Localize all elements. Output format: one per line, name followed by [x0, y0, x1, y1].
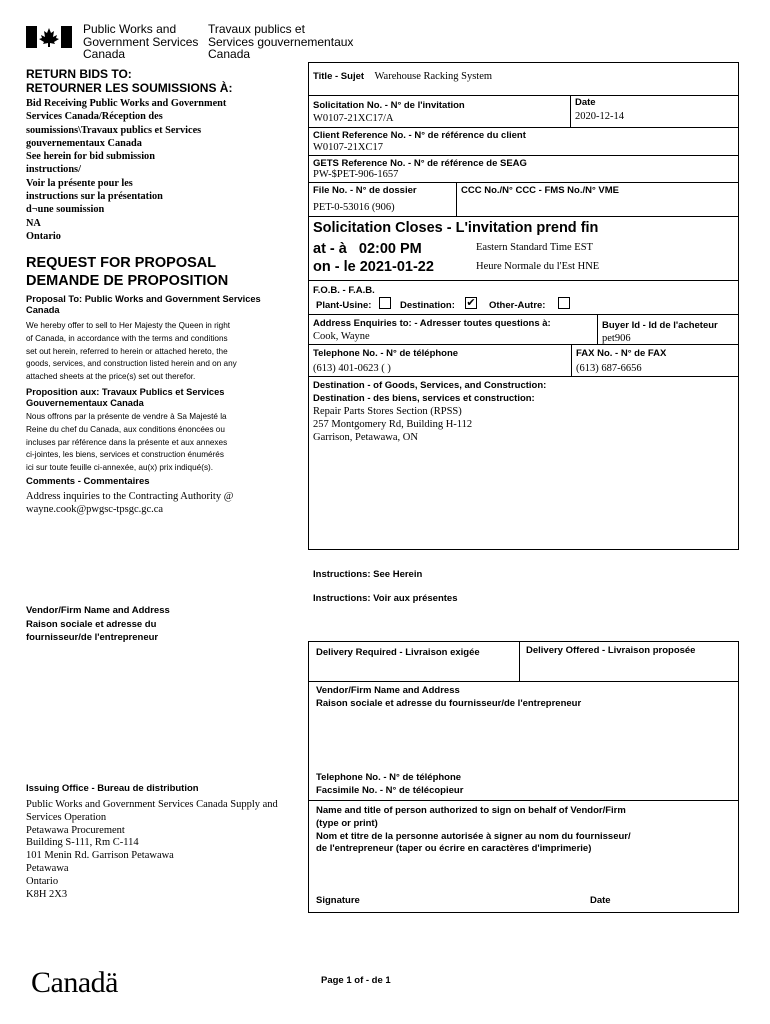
- timezone-en: Eastern Standard Time EST: [476, 242, 593, 253]
- date-label: Date: [575, 97, 596, 108]
- issuing-office-label: Issuing Office - Bureau de distribution: [26, 783, 199, 794]
- client-reference-label: Client Reference No. - N° de référence du client: [313, 130, 526, 141]
- proposal-to-label: Proposal To: Public Works and Government Services Canada: [26, 294, 261, 315]
- fob-label: F.O.B. - F.A.B.: [313, 285, 375, 296]
- telephone-label: Telephone No. - N° de téléphone: [313, 348, 459, 359]
- signature-label: Signature: [316, 895, 360, 906]
- proposition-text: Nous offrons par la présente de vendre à Sa Majesté la Reine du chef du Canada, aux conditions énoncées ou incluses par référence dans la présente et aux annexes ci-jointes, les biens, services et construction énumérés ici sur toute feuille ci-annexée, au(x) prix indiqué(s).: [26, 412, 228, 473]
- file-number-value: PET-0-53016 (906): [313, 202, 395, 213]
- instructions-en: Instructions: See Herein: [313, 569, 423, 580]
- delivery-required-label: Delivery Required - Livraison exigée: [316, 647, 480, 658]
- date-value: 2020-12-14: [575, 111, 624, 122]
- vendor-label-left: Vendor/Firm Name and Address Raison sociale et adresse du fournisseur/de l'entrepreneur: [26, 605, 170, 643]
- page-number: Page 1 of - de 1: [321, 975, 391, 986]
- closing-time-row: at - à 02:00 PM: [313, 241, 422, 257]
- plant-checkbox[interactable]: [379, 297, 391, 309]
- destination-goods-value: Repair Parts Stores Section (RPSS) 257 Montgomery Rd, Building H-112 Garrison, Petawawa, ON: [313, 406, 473, 443]
- gets-reference-value: PW-$PET-906-1657: [313, 169, 399, 180]
- delivery-offered-label: Delivery Offered - Livraison proposée: [526, 645, 696, 656]
- vendor-phone-fax-label: Telephone No. - N° de téléphone Facsimile No. - N° de télécopieur: [316, 772, 464, 796]
- timezone-fr: Heure Normale du l'Est HNE: [476, 261, 600, 272]
- solicitation-closes-label: Solicitation Closes - L'invitation prend fin: [313, 220, 599, 236]
- rfp-heading: REQUEST FOR PROPOSAL DEMANDE DE PROPOSITION: [26, 255, 229, 289]
- fax-label: FAX No. - N° de FAX: [576, 348, 667, 359]
- buyer-id-label: Buyer Id - Id de l'acheteur: [602, 320, 718, 331]
- destination-label: Destination:: [400, 300, 455, 311]
- proposition-label: Proposition aux: Travaux Publics et Services Gouvernementaux Canada: [26, 387, 225, 408]
- department-name-fr: Travaux publics et Services gouvernementaux Canada: [208, 22, 354, 61]
- telephone-value: (613) 401-0623 ( ): [313, 363, 391, 374]
- return-bids-heading: RETURN BIDS TO: RETOURNER LES SOUMISSIONS À:: [26, 67, 233, 95]
- title-row: Title - Sujet Warehouse Racking System: [313, 71, 493, 82]
- ccc-number-label: CCC No./N° CCC - FMS No./N° VME: [461, 185, 620, 196]
- department-name-en: Public Works and Government Services Canada: [83, 22, 199, 61]
- vendor-name-label: Vendor/Firm Name and Address Raison sociale et adresse du fournisseur/de l'entrepreneur: [316, 685, 582, 709]
- address-enquiries-label: Address Enquiries to: - Adresser toutes questions à:: [313, 318, 551, 329]
- issuing-office-address: Public Works and Government Services Canada Supply and Services Operation Petawawa Procurement Building S-111, Rm C-114 101 Menin Rd. Garrison Petawawa Petawawa Ontario K8H 2X3: [26, 799, 278, 900]
- fax-value: (613) 687-6656: [576, 363, 642, 374]
- buyer-id-value: pet906: [602, 333, 631, 344]
- plant-label: Plant-Usine:: [316, 300, 372, 311]
- canada-flag-icon: [26, 26, 72, 48]
- proposal-to-text: We hereby offer to sell to Her Majesty the Queen in right of Canada, in accordance with the terms and conditions set out herein, referred to herein or attached hereto, the goods, services, and construction listed herein and on any attached sheets at the price(s) set out therefor.: [26, 321, 237, 382]
- canada-wordmark: Canadä: [31, 966, 118, 999]
- destination-checkbox[interactable]: ✔: [466, 297, 476, 309]
- signature-date-label: Date: [590, 895, 611, 906]
- solicitation-number-label: Solicitation No. - N° de l'invitation: [313, 100, 465, 111]
- gets-reference-label: GETS Reference No. - N° de référence de SEAG: [313, 158, 527, 169]
- comments-label: Comments - Commentaires: [26, 476, 150, 487]
- return-address: Bid Receiving Public Works and Government Services Canada/Réception des soumissions\Travaux publics et Services gouvernementaux Canada See herein for bid submission instructions/ Voir la présente pour les instructions sur la présentation d¬une soumission NA Ontario: [26, 98, 227, 242]
- authorized-person-label: Name and title of person authorized to sign on behalf of Vendor/Firm (type or print) Nom et titre de la personne autorisée à signer au nom du fournisseur/ de l'entrepreneur (taper ou écrire en caractères d'imprimerie): [316, 805, 631, 855]
- instructions-fr: Instructions: Voir aux présentes: [313, 593, 458, 604]
- other-label: Other-Autre:: [489, 300, 546, 311]
- file-number-label: File No. - N° de dossier: [313, 185, 417, 196]
- other-checkbox[interactable]: [558, 297, 570, 309]
- solicitation-number-value: W0107-21XC17/A: [313, 113, 394, 124]
- comments-text: Address inquiries to the Contracting Authority @ wayne.cook@pwgsc-tpsgc.gc.ca: [26, 491, 234, 515]
- destination-goods-label: Destination - of Goods, Services, and Construction: Destination - des biens, services et construction:: [313, 380, 547, 404]
- address-enquiries-value: Cook, Wayne: [313, 331, 370, 342]
- client-reference-value: W0107-21XC17: [313, 142, 383, 153]
- closing-date-row: on - le 2021-01-22: [313, 259, 434, 275]
